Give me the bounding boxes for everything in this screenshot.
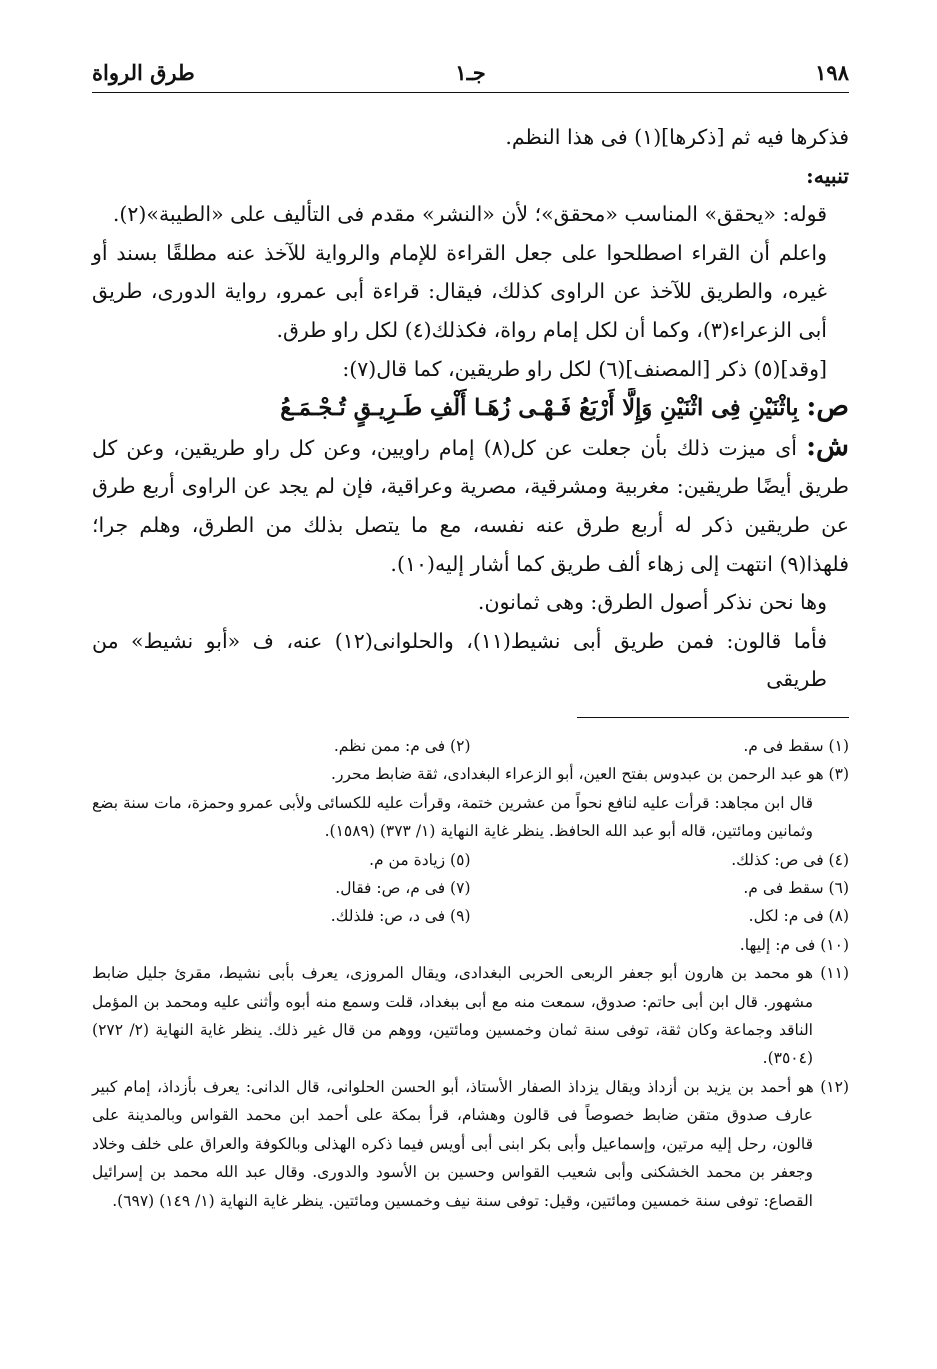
commentary-label: ش: (806, 430, 849, 462)
footnote: (٦) سقط فى م. (743, 879, 849, 898)
commentary-text: أى ميزت ذلك بأن جعلت عن كل(٨) إمام راويين، وعن كل راو طريقين، وعن كل طريق أيضًا طريقين: مغربية ومشرقية، مصرية وعراقية، فإن لم يجد عن الراوى أربع طرق عن طريقين ذكر له أربع طرق عنه نفسه، مع ما يتصل بذلك من الطرق، وهلم جرا؛ فلهذا(٩) انتهت إلى زهاء ألف طريق كما أشار إليه(١٠). (92, 435, 849, 576)
section-heading: تنبيه: (806, 163, 849, 188)
footnote: (٣) هو عبد الرحمن بن عبدوس بفتح العين، أبو الزعراء البغدادى، ثقة ضابط محرر. (331, 765, 849, 784)
footnote-row (92, 902, 849, 930)
paragraph: قوله: «يحقق» المناسب «محقق»؛ لأن «النشر» مقدم فى التأليف على «الطيبة»(٢). (112, 202, 827, 227)
main-text (92, 118, 849, 699)
footnote-separator (577, 717, 849, 718)
page-header (92, 54, 849, 93)
verse-line (92, 388, 849, 428)
footnote: (٥) زيادة من م. (369, 850, 471, 869)
paragraph: واعلم أن القراء اصطلحوا على جعل القراءة للإمام والرواية للآخذ عنه مطلقًا بسند أو غيره، والطريق للآخذ عن الراوى كذلك، فيقال: قراءة أبى عمرو، رواية الدورى، طريق أبى الزعراء(٣)، وكما أن لكل إمام رواة، فكذلك(٤) لكل راو طرق. (92, 240, 827, 342)
page-number: ١٩٨ (815, 60, 849, 85)
commentary (92, 428, 849, 583)
footnote: (١) سقط فى م. (743, 737, 849, 755)
footnote-row (92, 874, 849, 902)
footnote: (١١) هو محمد بن هارون أبو جعفر الربعى الحربى البغدادى، ويقال المروزى، يعرف بأبى نشيط، مقرئ جليل ضابط مشهور. قال ابن أبى حاتم: صدوق، سمعت منه مع أبى ببغداد، قلت وسمع منه أبوه وأثنى عليه ومحمد بن المؤمل الناقد وجماعة وكان ثقة، توفى سنة ثمان وخمسين ومائتين، ووهم من قال غير ذلك. ينظر غاية النهاية (٢/ ٢٧٢) (٣٥٠٤). (92, 964, 849, 1068)
footnotes (92, 732, 849, 1215)
verse-label: ص: (806, 391, 849, 423)
footnote: (٤) فى ص: كذلك. (731, 850, 849, 869)
running-title: طرق الرواة (92, 60, 195, 85)
footnote-continuation: قال ابن مجاهد: قرأت عليه لنافع نحواً من عشرين ختمة، وقرأت عليه للكسائى ولأبى عمرو وحمزة، مات سنة بضع وثمانين ومائتين، قاله أبو عبد الله الحافظ. ينظر غاية النهاية (١/ ٣٧٣) (١٥٨٩). (92, 793, 813, 841)
footnote: (٧) فى م، ص: فقال. (335, 879, 471, 898)
volume-label: جـ١ (455, 60, 486, 85)
paragraph: فذكرها فيه ثم [ذكرها](١) فى هذا النظم. (505, 125, 849, 149)
paragraph: [وقد](٥) ذكر [المصنف](٦) لكل راو طريقين، كما قال(٧): (342, 356, 827, 381)
footnote-row (92, 846, 849, 874)
footnote: (٨) فى م: لكل. (748, 907, 849, 926)
paragraph: وها نحن نذكر أصول الطرق: وهى ثمانون. (477, 590, 827, 615)
verse-text: بِاثْنَيْنِ فِى اثْنَيْنِ وَإِلَّا أَرْبَعُ فَـهْـى زُهَـا أَلْفِ طَـرِيـقٍ تُـجْـمَـعُ (280, 395, 799, 422)
footnote: (١٢) هو أحمد بن يزيد بن أزداذ ويقال يزداذ الصفار الأستاذ، أبو الحسن الحلوانى، قال الدانى: يعرف بأزداذ، إمام كبير عارف صدوق متقن ضابط خصوصاً فى قالون وهشام، قرأ بمكة على أحمد ابن محمد القواس وبالمدينة على قالون، رحل إليه مرتين، وإسماعيل وأبى بكر ابنى أبى أويس فيما ذكره الهذلى وبالكوفة والعراق على خلف وخلاد وجعفر بن محمد الخشكنى وأبى شعيب القواس وحسين بن الأسود والدورى. وقال عبد الله محمد بن إسرائيل القصاع: توفى سنة خمسين ومائتين، وقيل: توفى سنة نيف وخمسين ومائتين. ينظر غاية النهاية (١/ ١٤٩) (٦٩٧). (92, 1077, 849, 1210)
paragraph: فأما قالون: فمن طريق أبى نشيط(١١)، والحلوانى(١٢) عنه، ف «أبو نشيط» من طريقى (92, 628, 827, 692)
footnote: (٩) فى د، ص: فلذلك. (330, 907, 471, 926)
footnote: (٢) فى م: ممن نظم. (333, 737, 471, 755)
footnote-row (92, 732, 849, 760)
footnote: (١٠) فى م: إليها. (739, 935, 849, 954)
